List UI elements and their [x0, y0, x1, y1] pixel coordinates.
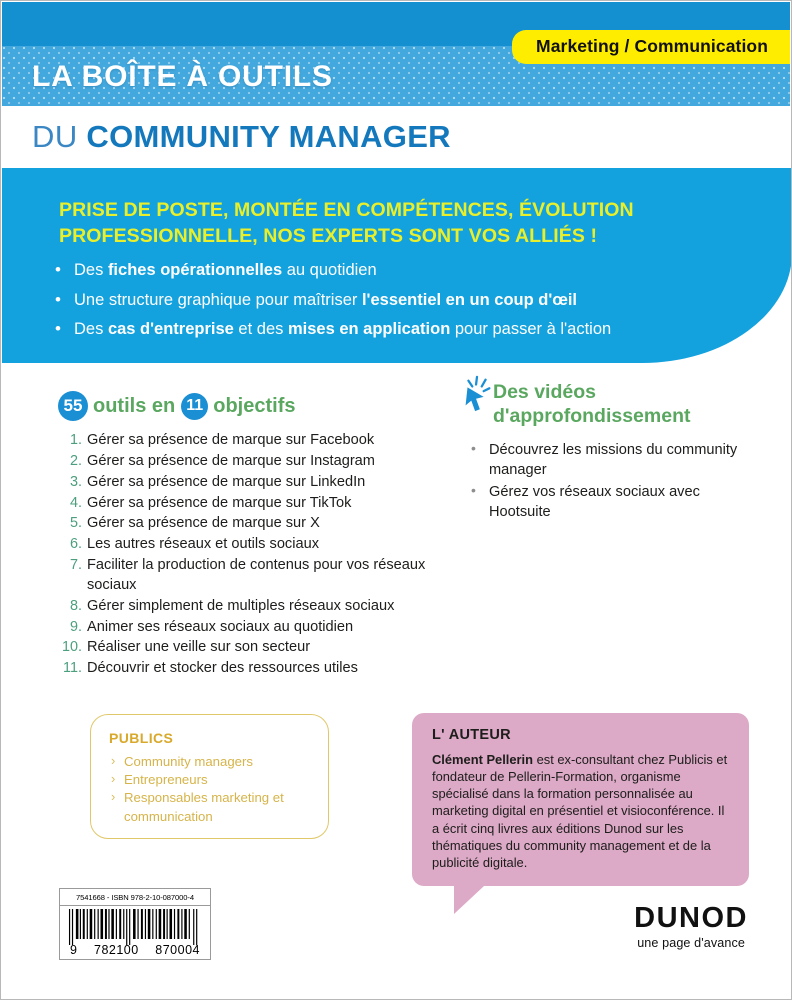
pitch-headline: PRISE DE POSTE, MONTÉE EN COMPÉTENCES, ÉVOLUTION PROFESSIONNELLE, NOS EXPERTS SONT VOS ALLIÉS ! — [59, 199, 634, 247]
bullet-text-post: au quotidien — [282, 261, 377, 279]
publisher-name: DUNOD — [634, 902, 748, 934]
author-bio-text: est ex-consultant chez Publicis et fondateur de Pellerin-Formation, organisme spécialisé dans la formation personnalisée au marketing digital en présentiel et visioconférence. Il a écrit cinq livres aux éditions Dunod sur les thématiques du community management et de la publicité digitale. — [432, 752, 728, 870]
book-subtitle — [32, 119, 451, 155]
subtitle-prefix: DU — [32, 119, 78, 154]
barcode-digit-group-1: 782100 — [94, 943, 139, 957]
list-item — [52, 260, 712, 281]
publics-title: PUBLICS — [109, 730, 174, 746]
pitch-bullet-list — [52, 260, 712, 349]
barcode-bars — [60, 906, 210, 960]
bullet-text-bold: fiches opérationnelles — [107, 261, 283, 279]
publics-box — [90, 714, 329, 839]
objectives-count-badge: 11 — [181, 393, 208, 420]
author-title: L' AUTEUR — [432, 727, 511, 743]
list-item: Animer ses réseaux sociaux au quotidien — [87, 618, 354, 635]
publisher-logo — [634, 904, 748, 950]
collection-title: LA BOÎTE À OUTILS — [32, 60, 333, 93]
bullet-text-bold: cas d'entreprise — [107, 320, 234, 339]
publics-list — [109, 753, 312, 826]
bullet-text-mid: et des — [233, 320, 288, 339]
header-banner — [2, 2, 790, 106]
bullet-text-pre: Une structure graphique pour maîtriser — [74, 290, 362, 309]
barcode-digit-first: 9 — [70, 943, 78, 957]
list-item: • Gérez vos réseaux sociaux avec Hootsuite — [466, 483, 764, 523]
barcode-digit-group-2: 870004 — [155, 943, 200, 957]
bullet-text-bold-2: mises en application — [287, 320, 451, 339]
list-item — [52, 290, 712, 311]
subtitle-band — [2, 106, 790, 168]
author-name: Clément Pellerin — [432, 752, 534, 767]
pitch-panel — [2, 168, 792, 363]
list-item: › Community managers — [109, 753, 312, 771]
author-bubble — [412, 713, 749, 886]
category-tab: Marketing / Communication — [512, 30, 790, 64]
list-item: Les autres réseaux et outils sociaux — [87, 536, 320, 553]
list-item: Gérer sa présence de marque sur X — [87, 515, 320, 532]
tools-column — [58, 391, 458, 680]
cursor-click-icon — [458, 374, 496, 414]
list-item: • Découvrez les missions du community manager — [466, 441, 764, 481]
list-item: Gérer sa présence de marque sur Facebook — [87, 432, 375, 448]
list-item: Réaliser une veille sur son secteur — [87, 639, 311, 656]
author-bio — [432, 751, 731, 871]
subtitle-main: COMMUNITY MANAGER — [86, 119, 451, 154]
bullet-text-post: pour passer à l'action — [450, 320, 612, 339]
list-item — [52, 319, 712, 340]
list-item: Découvrir et stocker des ressources utiles — [87, 660, 358, 677]
barcode — [59, 888, 211, 960]
body-area — [2, 367, 790, 998]
objectives-label: objectifs — [213, 394, 296, 417]
publisher-tagline: une page d'avance — [637, 936, 745, 950]
bullet-text-pre: Des — [74, 320, 108, 339]
videos-column — [464, 381, 764, 525]
videos-heading — [464, 381, 764, 429]
videos-list — [466, 441, 764, 523]
list-item: Gérer sa présence de marque sur TikTok — [87, 494, 352, 511]
videos-title: Des vidéos d'approfondissement — [493, 381, 691, 427]
bullet-text-pre: Des — [74, 261, 108, 279]
tools-list — [58, 431, 458, 679]
list-item: › Responsables marketing et communication — [109, 789, 312, 825]
list-item: Gérer simplement de multiples réseaux sociaux — [87, 597, 395, 614]
list-item: Faciliter la production de contenus pour vos réseaux sociaux — [87, 557, 426, 593]
bullet-text-bold: l'essentiel en un coup d'œil — [361, 290, 578, 309]
list-item: › Entrepreneurs — [109, 771, 312, 789]
list-item: Gérer sa présence de marque sur LinkedIn — [87, 473, 366, 490]
tools-label: outils en — [93, 394, 176, 417]
list-item: Gérer sa présence de marque sur Instagram — [87, 452, 375, 469]
barcode-isbn-label: 7541668 - ISBN 978-2-10-087000-4 — [60, 889, 210, 906]
tools-count-badge: 55 — [58, 391, 88, 421]
barcode-digits — [67, 943, 203, 957]
tools-heading — [58, 391, 458, 421]
